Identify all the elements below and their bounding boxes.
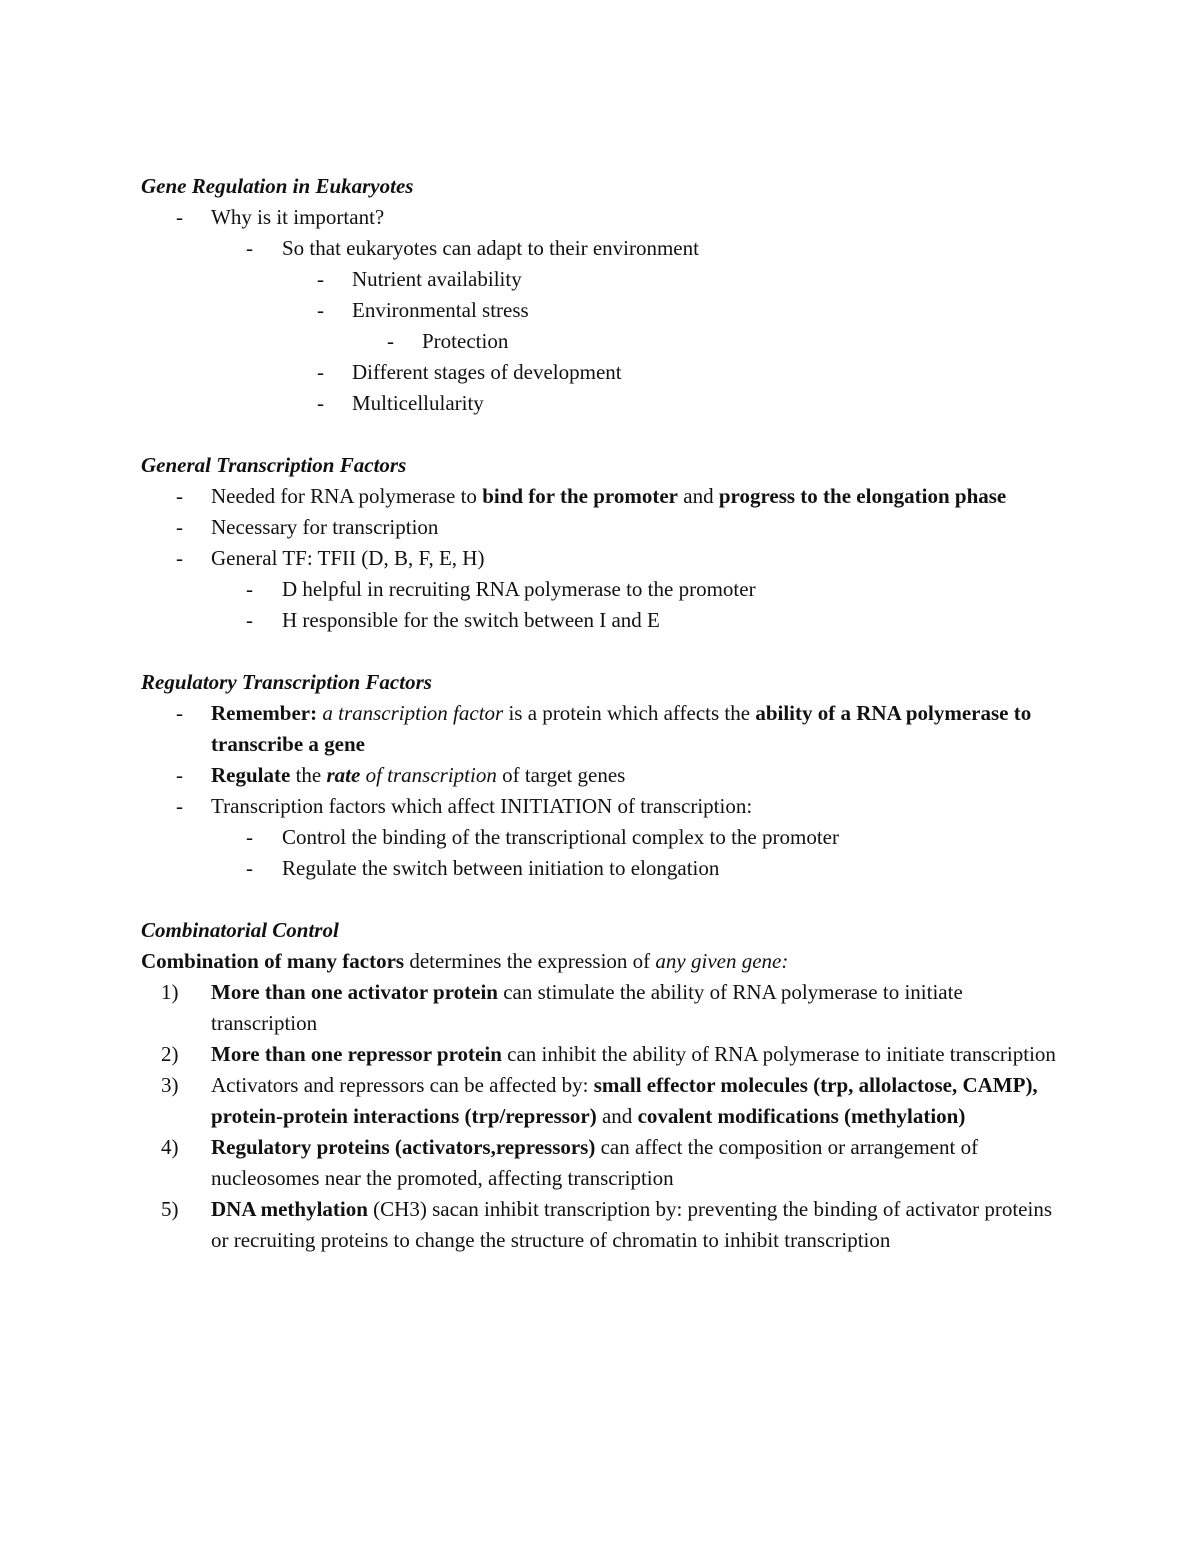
list-item: - Regulate the switch between initiation to elongation — [141, 853, 1061, 884]
bullet-dash: - — [246, 236, 253, 260]
bullet-dash: - — [176, 794, 183, 818]
list-item: - Regulate the rate of transcription of target genes — [141, 760, 1061, 791]
section-heading-gene-regulation: Gene Regulation in Eukaryotes — [141, 174, 414, 198]
bullet-dash: - — [246, 856, 253, 880]
section-spacer — [141, 419, 1061, 450]
bullet-dash: - — [246, 608, 253, 632]
list-item: - D helpful in recruiting RNA polymerase to the promoter — [141, 574, 1061, 605]
numbered-item: 2) More than one repressor protein can inhibit the ability of RNA polymerase to initiate transcription — [141, 1039, 1061, 1070]
numbered-item: 1) More than one activator protein can stimulate the ability of RNA polymerase to initiate transcription — [141, 977, 1061, 1039]
numbered-item: 3) Activators and repressors can be affected by: small effector molecules (trp, allolactose, CAMP), protein-protein interactions (trp/repressor) and covalent modifications (methylation) — [141, 1070, 1061, 1132]
bullet-dash: - — [176, 763, 183, 787]
list-item: - Environmental stress — [141, 295, 1061, 326]
item-number: 5) — [161, 1197, 179, 1221]
section-heading-combinatorial: Combinatorial Control — [141, 918, 339, 942]
item-number: 1) — [161, 980, 179, 1004]
item-number: 2) — [161, 1042, 179, 1066]
list-item: - General TF: TFII (D, B, F, E, H) — [141, 543, 1061, 574]
list-item: - Needed for RNA polymerase to bind for the promoter and progress to the elongation phase — [141, 481, 1061, 512]
section-spacer — [141, 884, 1061, 915]
bullet-dash: - — [317, 391, 324, 415]
document-content — [141, 171, 1061, 1256]
section-heading-regulatory-tf: Regulatory Transcription Factors — [141, 670, 432, 694]
bullet-dash: - — [246, 577, 253, 601]
bullet-dash: - — [176, 515, 183, 539]
list-item: - Necessary for transcription — [141, 512, 1061, 543]
item-number: 3) — [161, 1073, 179, 1097]
bullet-dash: - — [246, 825, 253, 849]
bullet-dash: - — [317, 267, 324, 291]
list-item: - Protection — [141, 326, 1061, 357]
bullet-dash: - — [176, 701, 183, 725]
numbered-item: 4) Regulatory proteins (activators,repressors) can affect the composition or arrangement of nucleosomes near the promoted, affecting transcription — [141, 1132, 1061, 1194]
bullet-dash: - — [176, 484, 183, 508]
list-item: - Multicellularity — [141, 388, 1061, 419]
list-item: - Control the binding of the transcriptional complex to the promoter — [141, 822, 1061, 853]
bullet-dash: - — [317, 298, 324, 322]
list-item: - So that eukaryotes can adapt to their environment — [141, 233, 1061, 264]
bullet-dash: - — [176, 205, 183, 229]
bullet-dash: - — [387, 329, 394, 353]
section-spacer — [141, 636, 1061, 667]
list-item: - H responsible for the switch between I and E — [141, 605, 1061, 636]
bullet-dash: - — [317, 360, 324, 384]
list-item: - Why is it important? — [141, 202, 1061, 233]
section-heading-general-tf: General Transcription Factors — [141, 453, 407, 477]
item-number: 4) — [161, 1135, 179, 1159]
intro-paragraph: Combination of many factors determines the expression of any given gene: — [141, 949, 789, 973]
list-item: - Remember: a transcription factor is a protein which affects the ability of a RNA polymerase to transcribe a gene — [141, 698, 1061, 760]
list-item: - Nutrient availability — [141, 264, 1061, 295]
bullet-dash: - — [176, 546, 183, 570]
list-item: - Transcription factors which affect INITIATION of transcription: — [141, 791, 1061, 822]
numbered-item: 5) DNA methylation (CH3) sacan inhibit transcription by: preventing the binding of activator proteins or recruiting proteins to change the structure of chromatin to inhibit transcription — [141, 1194, 1061, 1256]
list-item: - Different stages of development — [141, 357, 1061, 388]
